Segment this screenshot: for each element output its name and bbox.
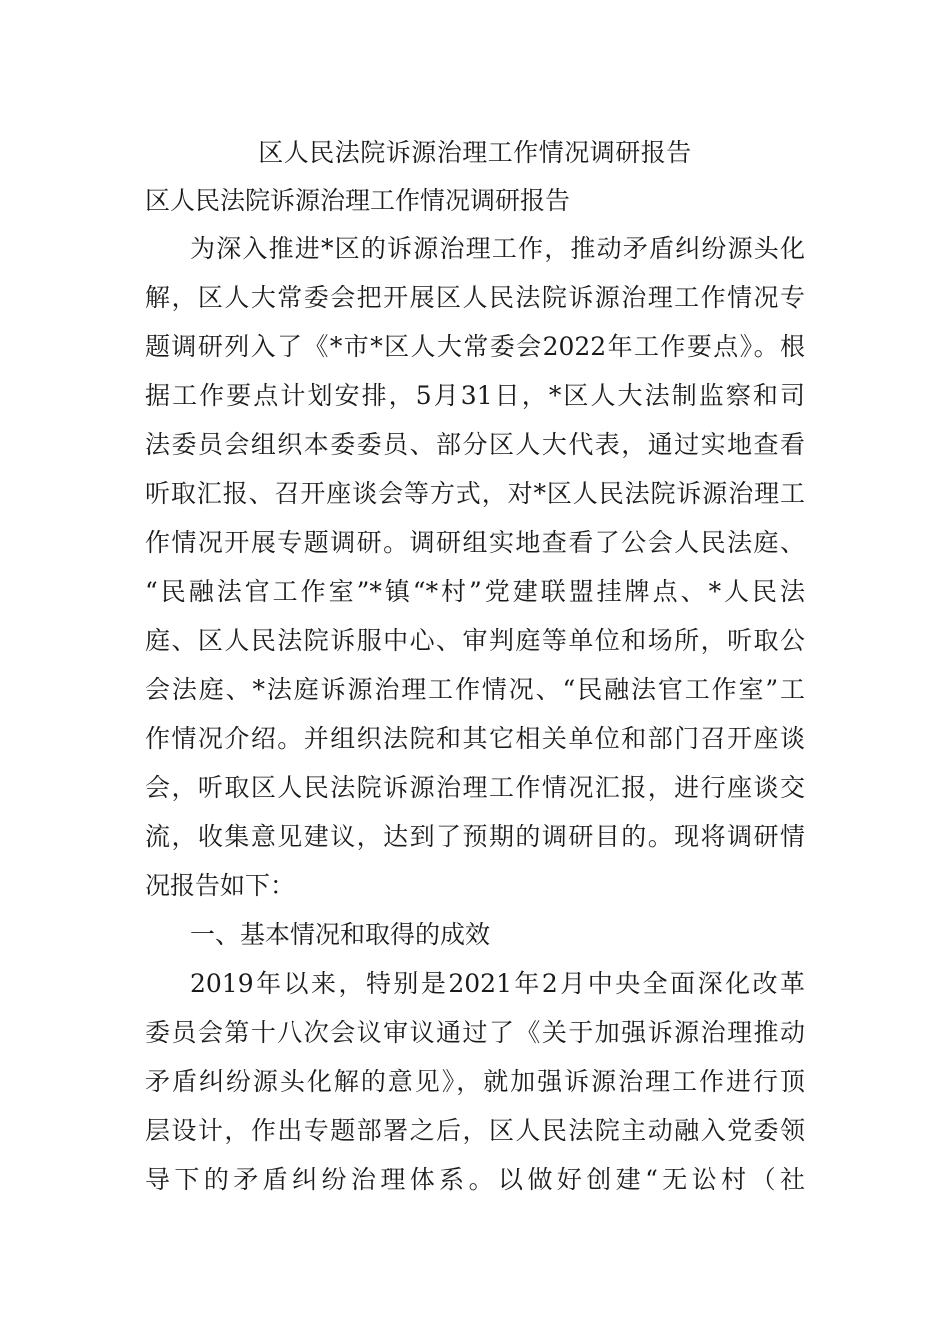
paragraph-line: 会，听取区人民法院诉源治理工作情况汇报，进行座谈交: [145, 773, 805, 802]
paragraph-line: “民融法官工作室”*镇“*村”党建联盟挂牌点、*人民法: [145, 577, 805, 606]
paragraph-line: 会法庭、*法庭诉源治理工作情况、“民融法官工作室”工: [145, 675, 805, 704]
section-heading: 一、基本情况和取得的成效: [190, 920, 491, 949]
paragraph-line: 委员会第十八次会议审议通过了《关于加强诉源治理推动: [145, 1018, 805, 1047]
paragraph-line: 听取汇报、召开座谈会等方式，对*区人民法院诉源治理工: [145, 479, 805, 508]
paragraph-line: 矛盾纠纷源头化解的意见》，就加强诉源治理工作进行顶: [145, 1067, 805, 1096]
document-title: 区人民法院诉源治理工作情况调研报告: [258, 138, 692, 167]
paragraph-line: 庭、区人民法院诉服中心、审判庭等单位和场所，听取公: [145, 626, 805, 655]
paragraph-line: 为深入推进*区的诉源治理工作，推动矛盾纠纷源头化: [190, 234, 805, 263]
paragraph-line: 导下的矛盾纠纷治理体系。以做好创建“无讼村（社: [145, 1165, 805, 1194]
paragraph-line: 作情况开展专题调研。调研组实地查看了公会人民法庭、: [145, 528, 805, 557]
paragraph-line: 层设计，作出专题部署之后，区人民法院主动融入党委领: [145, 1116, 805, 1145]
document-subtitle: 区人民法院诉源治理工作情况调研报告: [145, 186, 571, 215]
paragraph-line: 作情况介绍。并组织法院和其它相关单位和部门召开座谈: [145, 724, 805, 753]
paragraph-line: 2019年以来，特别是2021年2月中央全面深化改革: [190, 969, 805, 998]
paragraph-line: 解，区人大常委会把开展区人民法院诉源治理工作情况专: [145, 283, 805, 312]
paragraph-line: 况报告如下：: [145, 871, 296, 900]
paragraph-line: 题调研列入了《*市*区人大常委会2022年工作要点》。根: [145, 332, 805, 361]
paragraph-line: 流，收集意见建议，达到了预期的调研目的。现将调研情: [145, 822, 805, 851]
paragraph-line: 据工作要点计划安排，5月31日，*区人大法制监察和司: [145, 381, 805, 410]
paragraph-line: 法委员会组织本委委员、部分区人大代表，通过实地查看: [145, 430, 805, 459]
